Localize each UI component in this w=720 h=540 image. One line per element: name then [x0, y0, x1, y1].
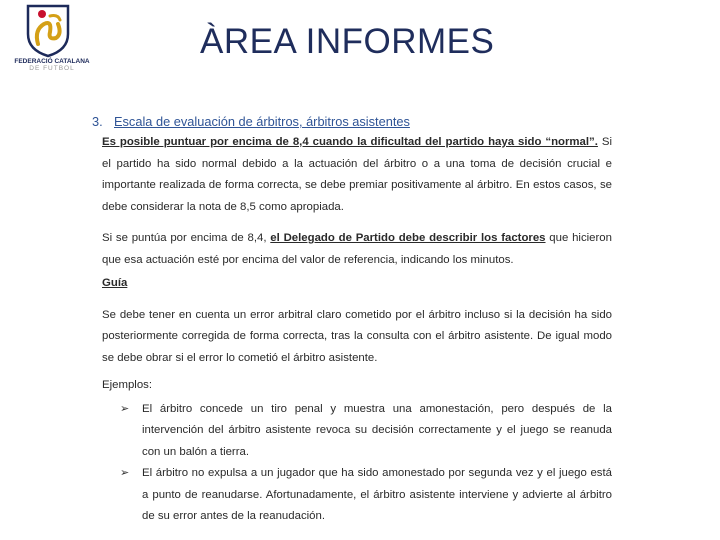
- section-number: 3.: [92, 114, 103, 129]
- paragraph-1: [102, 132, 612, 218]
- arrow-bullet-icon: ➢: [120, 402, 130, 415]
- arrow-bullet-icon: ➢: [120, 467, 130, 479]
- example-text: El árbitro no expulsa a un jugador que ha sido amonestado por segunda vez y el juego está a punto de reanudarse. Afortunadamente, el árbitro asistente interviene y advierte al árbitro de su error antes de la reanudación.: [142, 467, 612, 522]
- examples-label: Ejemplos:: [102, 379, 153, 391]
- section-heading: [92, 112, 612, 132]
- paragraph-1-bold: Es posible puntuar por encima de 8,4 cuando la dificultad del partido haya sido “normal”.: [102, 136, 598, 148]
- list-item: [92, 399, 612, 464]
- section-title: Escala de evaluación de árbitros, árbitros asistentes: [114, 114, 410, 129]
- paragraph-1-text: Si el partido ha sido normal debido a la actuación del árbitro o a una toma de decisión crucial e importante realizada de forma correcta, se debe premiar positivamente al árbitro. En estos casos, se debe considerar la nota de 8,5 como apropiada.: [102, 136, 613, 213]
- example-text: El árbitro concede un tiro penal y muestra una amonestación, pero después de la intervención del árbitro asistente revoca su decisión correctamente y el juego se reanuda con un balón a tierra.: [142, 402, 612, 458]
- federation-crest-icon: [24, 4, 72, 58]
- page-title: ÀREA INFORMES: [200, 22, 495, 61]
- guide-heading: Guía: [102, 277, 128, 289]
- paragraph-2-bold: el Delegado de Partido debe describir los factores: [270, 232, 546, 244]
- examples-list: [92, 399, 612, 528]
- list-item: [92, 463, 612, 528]
- paragraph-2: [102, 228, 612, 271]
- document-body: [92, 112, 612, 528]
- logo-caption: FEDERACIÓ CATALANA DE FUTBOL: [14, 58, 90, 72]
- federation-logo: [14, 4, 90, 76]
- paragraph-2-end: que hicieron que esa actuación esté por encima del valor de referencia, indicando los minutos.: [102, 232, 612, 266]
- guide-text: Se debe tener en cuenta un error arbitral claro cometido por el árbitro incluso si la decisión ha sido posteriormente corregida de forma correcta, tras la consulta con el árbitro asistente. De igual modo se debe obrar si el error lo cometió el árbitro asistente.: [102, 308, 612, 364]
- paragraph-2-start: Si se puntúa por encima de 8,4,: [102, 232, 271, 244]
